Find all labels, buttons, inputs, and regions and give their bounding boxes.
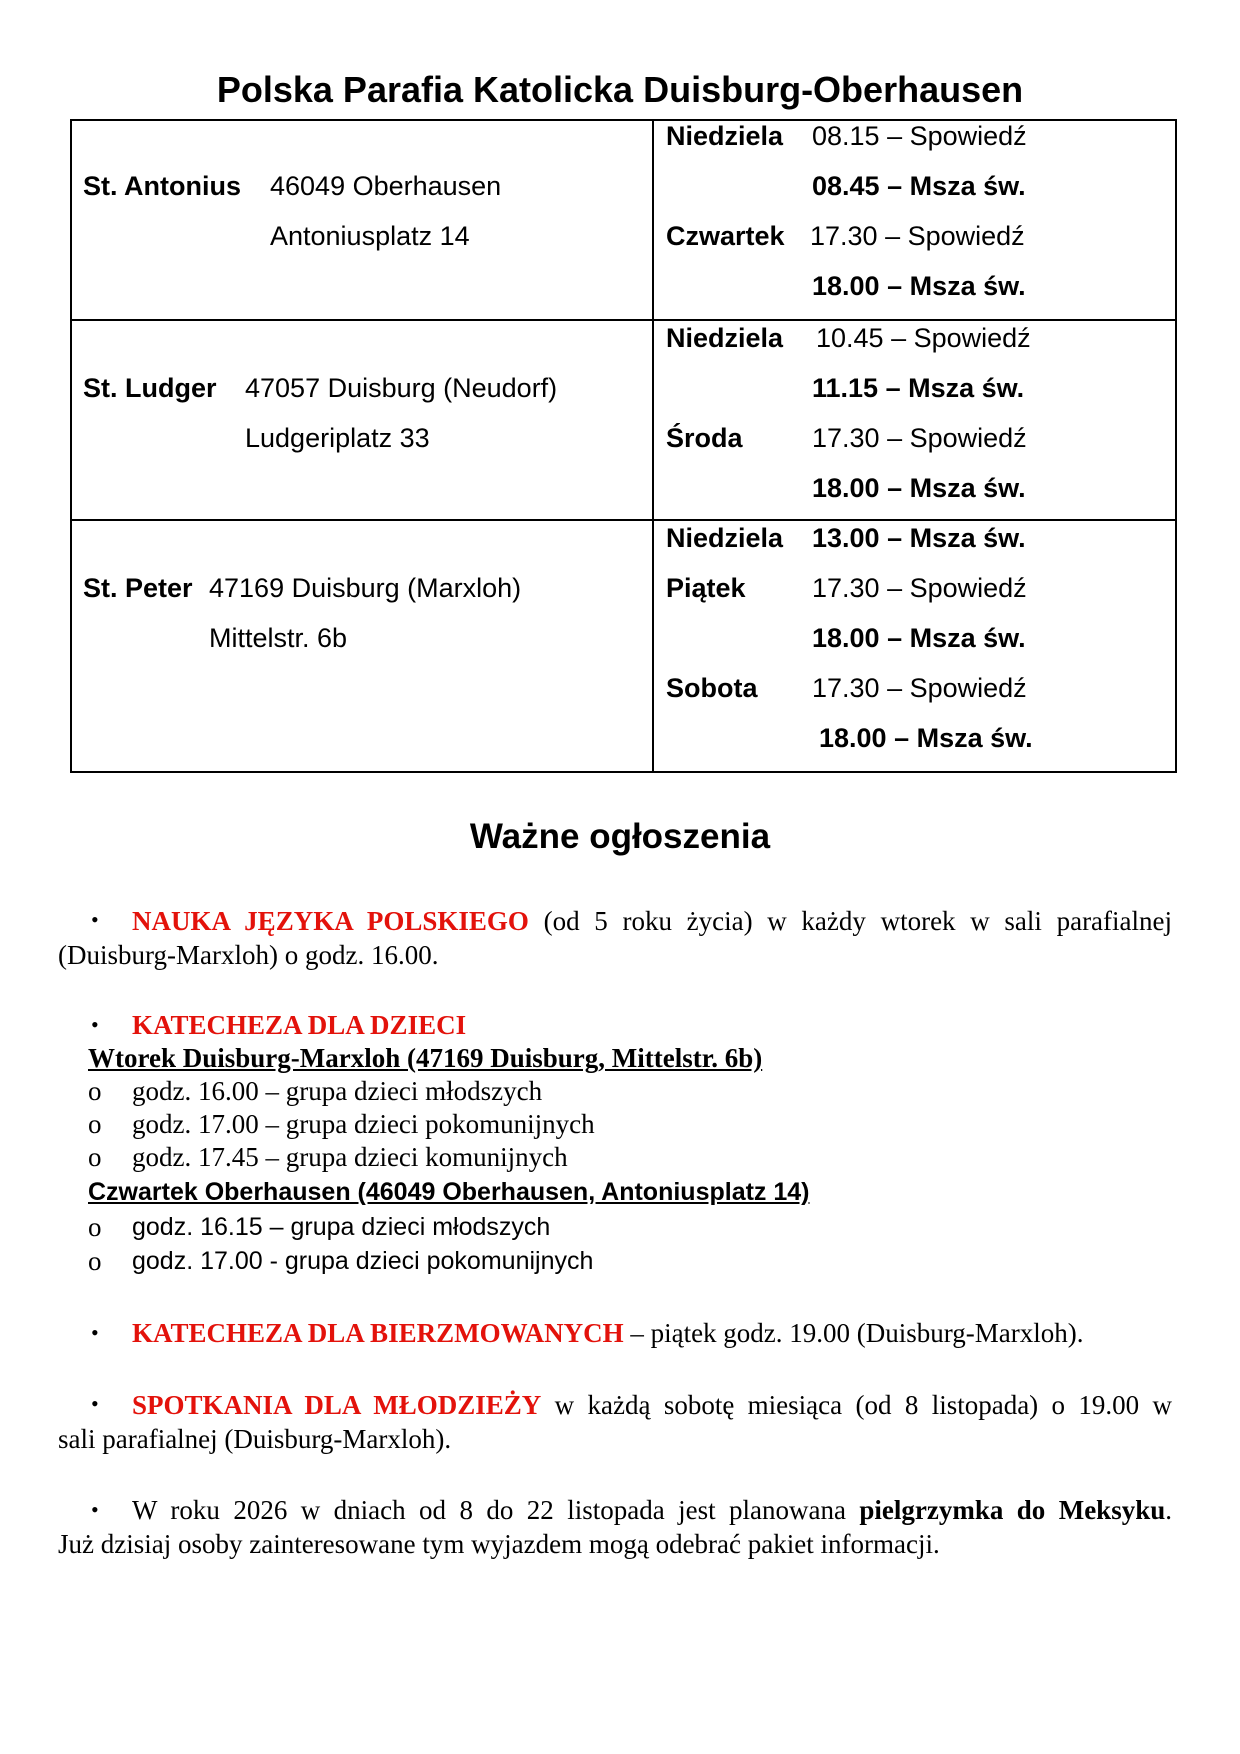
sub-bullet-icon: o [88,1076,102,1106]
schedule-time: 10.45 – Spowiedź [816,323,1031,353]
sub-bullet-icon: o [88,1142,102,1172]
page-title: Polska Parafia Katolicka Duisburg-Oberhausen [216,69,1024,110]
announcement-highlight: KATECHEZA DLA DZIECI [132,1010,467,1040]
church-cell [71,520,653,772]
church-street: Mittelstr. 6b [209,623,348,653]
church-city: 47057 Duisburg (Neudorf) [245,373,558,403]
schedule-day: Niedziela [666,523,784,553]
announcement-highlight: NAUKA JĘZYKA POLSKIEGO [132,906,529,936]
sub-bullet-icon: o [88,1212,102,1242]
schedule-day: Piątek [666,573,746,603]
schedule-day: Czwartek [666,221,785,251]
church-name: St. Antonius [83,171,241,201]
group-title: Wtorek Duisburg-Marxloh (47169 Duisburg, Mittelstr. 6b) [88,1043,763,1073]
church-name: St. Peter [83,573,193,603]
announcement-text: . [1165,1495,1172,1525]
list-item: godz. 17.45 – grupa dzieci komunijnych [132,1142,568,1172]
announcement-highlight: KATECHEZA DLA BIERZMOWANYCH [132,1318,624,1348]
list-item: godz. 16.00 – grupa dzieci młodszych [132,1076,543,1106]
announcements-title: Ważne ogłoszenia [469,817,771,856]
schedule-time: 13.00 – Msza św. [812,523,1026,553]
sub-bullet-icon: o [88,1109,102,1139]
announcement-mlodziez [132,1390,1172,1421]
list-item: godz. 16.15 – grupa dzieci młodszych [132,1213,551,1241]
announcement-bierzmowani [132,1318,1084,1349]
church-cell [71,120,653,320]
schedule-cell [653,320,1176,520]
list-item: godz. 17.00 - grupa dzieci pokomunijnych [132,1247,594,1275]
church-city: 47169 Duisburg (Marxloh) [209,573,522,603]
church-street: Ludgeriplatz 33 [245,423,430,453]
schedule-time: 18.00 – Msza św. [819,723,1033,753]
table-row [71,120,1176,320]
schedule-time: 18.00 – Msza św. [812,623,1026,653]
announcement-text: (od 5 roku życia) w każdy wtorek w sali parafialnej [543,906,1173,936]
church-street: Antoniusplatz 14 [270,221,470,251]
announcement-bold: pielgrzymka do Meksyku [859,1495,1166,1525]
announcement-pielgrzymka [132,1495,1172,1526]
schedule-time: 08.45 – Msza św. [812,171,1026,201]
announcement-text: W roku 2026 w dniach od 8 do 22 listopada jest planowana [132,1495,846,1525]
schedule-time: 17.30 – Spowiedź [812,673,1027,703]
schedule-table [70,119,1177,773]
schedule-time: 18.00 – Msza św. [812,473,1026,503]
group-title: Czwartek Oberhausen (46049 Oberhausen, Antoniusplatz 14) [88,1178,810,1206]
bullet-icon: • [91,1320,99,1345]
church-city: 46049 Oberhausen [270,171,502,201]
schedule-time: 11.15 – Msza św. [812,373,1025,403]
announcement-text: – piątek godz. 19.00 (Duisburg-Marxloh). [630,1318,1084,1348]
announcement-text: sali parafialnej (Duisburg-Marxloh). [58,1424,452,1454]
schedule-day: Sobota [666,673,758,703]
announcement-text: w każdą sobotę miesiąca (od 8 listopada) o 19.00 w [554,1390,1172,1420]
bullet-icon: • [91,1497,99,1522]
bullet-icon: • [91,1391,99,1416]
church-cell [71,320,653,520]
schedule-day: Niedziela [666,121,784,151]
bullet-icon: • [91,907,99,932]
sub-bullet-icon: o [88,1246,102,1276]
schedule-cell [653,120,1176,320]
schedule-day: Niedziela [666,323,784,353]
schedule-time: 08.15 – Spowiedź [812,121,1027,151]
bullet-icon: • [91,1012,99,1037]
schedule-cell [653,520,1176,772]
list-item: godz. 17.00 – grupa dzieci pokomunijnych [132,1109,595,1139]
announcement-highlight: SPOTKANIA DLA MŁODZIEŻY [132,1390,542,1420]
schedule-time: 17.30 – Spowiedź [812,423,1027,453]
schedule-time: 17.30 – Spowiedź [812,573,1027,603]
table-row [71,320,1176,520]
announcement-nauka [132,906,1172,937]
schedule-time: 17.30 – Spowiedź [810,221,1025,251]
schedule-day: Środa [666,423,743,453]
schedule-time: 18.00 – Msza św. [812,271,1026,301]
table-row [71,520,1176,772]
announcement-text: Już dzisiaj osoby zainteresowane tym wyjazdem mogą odebrać pakiet informacji. [58,1529,940,1559]
announcement-text: (Duisburg-Marxloh) o godz. 16.00. [58,940,439,970]
church-name: St. Ludger [83,373,217,403]
